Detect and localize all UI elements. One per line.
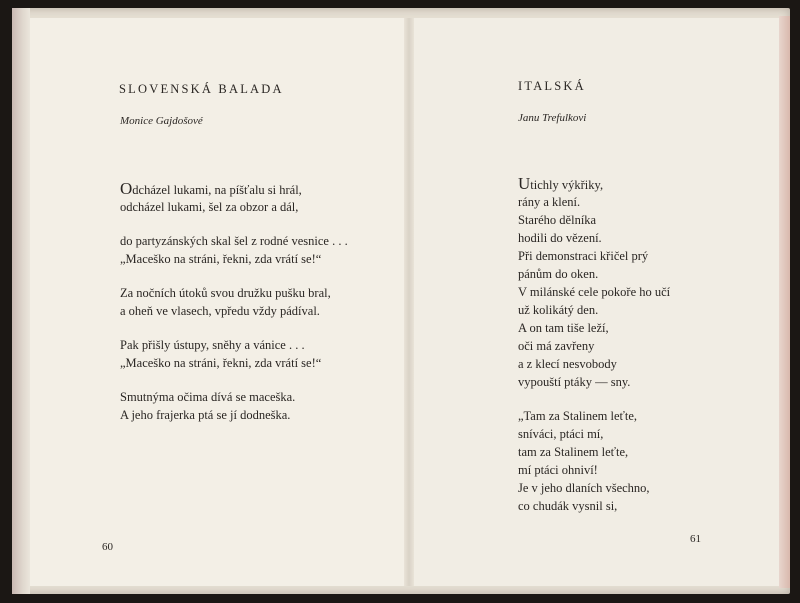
verse-line-right: vypouští ptáky — sny. [518,375,631,389]
verse-line-right: Při demonstraci křičel prý [518,249,649,263]
verse-line-left: Za nočních útoků svou družku pušku bral, [120,286,331,300]
stanza-break-right [518,391,670,407]
verse-line-right: a z klecí nesvobody [518,357,617,371]
poem-verse-left [120,180,348,424]
verse-line-right: sníváci, ptáci mí, [518,427,604,441]
book-gutter [404,18,414,586]
right-page [414,18,779,586]
verse-line-left: „Maceško na stráni, řekni, zda vrátí se!“ [120,356,322,370]
poem-verse-right [518,175,670,515]
verse-line-right: mí ptáci ohniví! [518,463,598,477]
left-page [30,18,404,586]
poem-title-right: ITALSKÁ [518,79,586,93]
verse-first-line-left [120,180,348,198]
stanza-break-left [120,268,348,284]
page-number-right: 61 [690,533,701,545]
verse-line-right: tam za Stalinem leťte, [518,445,629,459]
verse-line-right: hodili do vězení. [518,231,602,245]
verse-first-line-right [518,175,670,193]
dedication-left: Monice Gajdošové [120,115,203,127]
verse-line-left: odcházel lukami, šel za obzor a dál, [120,200,299,214]
drop-cap-right: U [518,174,531,193]
stanza-break-left [120,216,348,232]
verse-line-right: V milánské cele pokoře ho učí [518,285,671,299]
verse-line-left: Smutnýma očima dívá se maceška. [120,390,296,404]
drop-cap-left: O [120,179,133,198]
page-number-left: 60 [102,541,113,553]
first-line-text-right: tichly výkřiky, [530,178,604,192]
verse-line-right: pánům do oken. [518,267,599,281]
stanza-break-left [120,372,348,388]
open-book [12,8,790,594]
verse-line-right: A on tam tiše leží, [518,321,609,335]
page-fore-edge [779,16,790,588]
first-line-text-left: dcházel lukami, na píšťalu si hrál, [132,183,302,197]
verse-line-right: oči má zavřeny [518,339,595,353]
dedication-right: Janu Trefulkovi [518,112,587,124]
verse-line-left: do partyzánských skal šel z rodné vesnice . . . [120,234,348,248]
verse-line-right: Starého dělníka [518,213,597,227]
verse-line-right: rány a klení. [518,195,581,209]
verse-line-left: A jeho frajerka ptá se jí dodneška. [120,408,291,422]
verse-line-right: co chudák vysnil si, [518,499,618,513]
poem-title-left: SLOVENSKÁ BALADA [119,82,284,96]
verse-line-left: „Maceško na stráni, řekni, zda vrátí se!“ [120,252,322,266]
verse-line-left: Pak přišly ústupy, sněhy a vánice . . . [120,338,305,352]
verse-line-left: a oheň ve vlasech, vpředu vždy pádíval. [120,304,320,318]
verse-line-right: „Tam za Stalinem leťte, [518,409,638,423]
book-spine-edge [12,8,30,594]
verse-line-right: Je v jeho dlaních všechno, [518,481,650,495]
verse-line-right: už kolikátý den. [518,303,599,317]
stanza-break-left [120,320,348,336]
